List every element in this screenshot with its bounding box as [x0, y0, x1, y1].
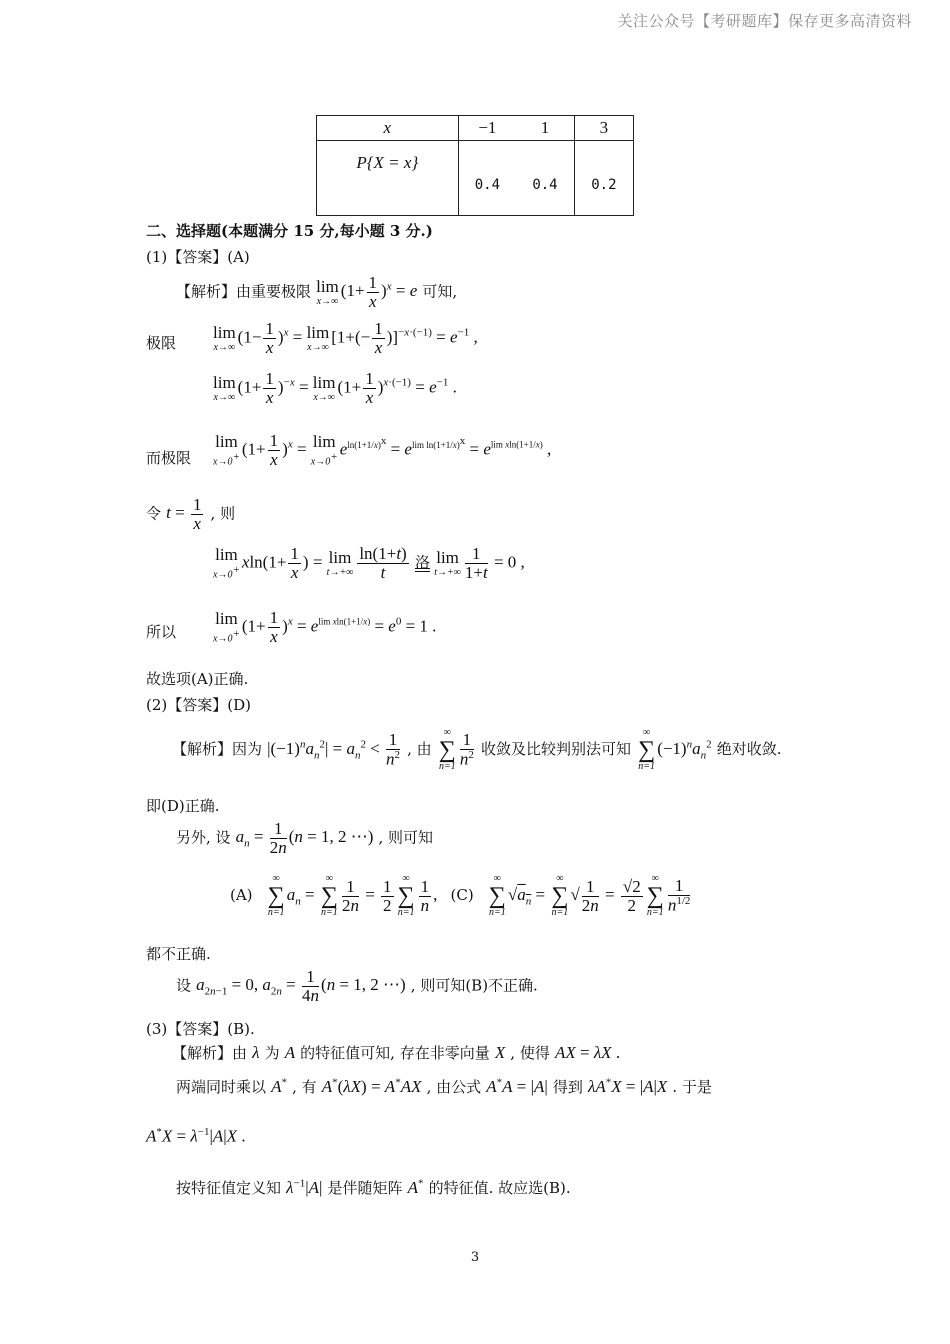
let-suffix: , 则	[210, 504, 236, 523]
q3-analysis-lead: 【解析】由	[172, 1044, 248, 1062]
page-number: 3	[470, 1250, 480, 1265]
formula: lim x→0+ (1+ $\frac{1}{x}$ )$^x = e^{lim xln(1+1/x)} = e^0 = 1$ .	[213, 608, 437, 646]
q2-also-prefix: 另外, 设	[176, 828, 231, 847]
q1-analysis-lead: 【解析】由重要极限	[176, 282, 312, 301]
q3-final-mid: 是伴随矩阵	[327, 1179, 403, 1197]
q2-analysis-mid2: 收敛及比较判别法可知	[480, 739, 631, 758]
q3-analysis-mid: 为	[264, 1044, 280, 1062]
q1-conclusion: 故选项(A)正确.	[146, 670, 249, 688]
q2-conclusion: 即(D)正确.	[146, 797, 220, 815]
q3-final-lead: 按特征值定义知	[176, 1179, 282, 1197]
table-prob-value: 0.4	[458, 141, 516, 216]
q3-analysis-line: 【解析】由 λ 为 A 的特征值可知, 存在非零向量 X , 使得 AX = λX .	[172, 1043, 621, 1062]
formula: lim x→∞ (1+ $\frac{1}{x}$ )$^{-x}$ = lim x→∞ (1+ $\frac{1}{x}$ )$^{x\cdot(-1)} = e^{-1}$ .	[213, 369, 457, 407]
table-header-x: x	[317, 116, 459, 141]
table-prob-value: 0.2	[574, 141, 633, 216]
let-prefix: 令	[146, 504, 162, 523]
let-line: 令 t = $\frac{1}{x}$ , 则	[146, 495, 236, 533]
q2-answer: (2)【答案】(D)	[146, 696, 251, 714]
q3-line2-lead: 两端同时乘以	[176, 1078, 267, 1096]
q2-analysis-mid: , 由	[407, 739, 432, 758]
q2-set-line: 设 $a_{2n-1} = 0$, $a_{2n}$ = $\frac{1}{4n}$ (n = 1, 2 ⋯) , 则可知(B)不正确.	[176, 967, 538, 1005]
q2-also-line: 另外, 设 $a_n$ = $\frac{1}{2n}$ (n = 1, 2 ⋯) , 则可知	[176, 819, 434, 857]
q1-analysis-line	[176, 274, 457, 311]
distribution-table	[316, 115, 634, 216]
q2-set-prefix: 设	[176, 976, 192, 995]
q3-analysis-mid2: 的特征值可知, 存在非零向量	[300, 1044, 490, 1062]
q2-also-suffix: , 则可知	[378, 828, 434, 847]
q3-analysis-mid3: , 使得	[510, 1044, 550, 1062]
q3-final-tail: 的特征值. 故应选(B).	[428, 1179, 571, 1197]
label-and-limit: 而极限	[146, 449, 192, 467]
q3-answer: (3)【答案】(B).	[146, 1020, 255, 1038]
q3-final-line: 按特征值定义知 $\lambda^{-1}|A|$ 是伴随矩阵 A* 的特征值. 故应选(B).	[176, 1177, 571, 1197]
formula: lim x→0+ (1+ $\frac{1}{x}$ )$^x$ = lim x→0+ $e^{ln(1+1/x)^x} = e^{lim ln(1+1/x)^x} = e^{lim xln(1+1/x)}$ ,	[213, 431, 552, 469]
formula: $A^*X = \lambda^{-1}|A|X$ .	[146, 1126, 246, 1146]
formula: lim x→0+ xln(1+ $\frac{1}{x}$ ) = lim t→+∞ $\frac{\ln(1+t)}{t}$ 洛 lim t→+∞ $\frac{1}{1+t}$ = 0 ,	[213, 544, 525, 582]
formula: lim x→∞ (1− $\frac{1}{x}$ )$^x$ = lim x→∞ [1+(− $\frac{1}{x}$ )]$^{-x\cdot(-1)} = e^{-1}$ ,	[213, 319, 478, 357]
q3-line2-mid2: , 由公式	[426, 1078, 482, 1096]
q2-not-correct: 都不正确.	[146, 945, 211, 963]
label-so: 所以	[146, 623, 177, 641]
q2-analysis-tail: 绝对收敛.	[716, 739, 782, 758]
option-c-label: (C)	[450, 885, 474, 904]
q3-line2-tail: . 于是	[672, 1078, 712, 1096]
q2-options-line: (A) ∞ ∑ n=1 $a_n$ = ∞ ∑ n=1 $\frac{1}{2n}$ = $\frac{1}{2}$ ∞ ∑ n=1 $\frac{1}{n}$ , (C) ∞ ∑ n=1 $√a_n$ = ∞ ∑ n=1 √ $\frac{1}{2n}$ = $\frac{√2}{2}$ ∞ ∑ n=1 $\frac{1}{n^{1/2}}$	[230, 873, 691, 918]
q3-line2: 两端同时乘以 A* , 有 A*(λX) = A*AX , 由公式 A*A = |A| 得到 λA*X = |A|X . 于是	[176, 1076, 712, 1096]
q1-analysis-tail: 可知,	[422, 282, 458, 301]
q2-analysis-lead: 【解析】因为	[172, 739, 263, 758]
q2-set-suffix: , 则可知(B)不正确.	[410, 976, 538, 995]
table-x-value: 3	[574, 116, 633, 141]
table-prob-value: 0.4	[516, 141, 574, 216]
q2-analysis-line: 【解析】因为 $|(-1)^na_n^2| = a_n^2$ < $\frac{1}{n^2}$ , 由 ∞ ∑ n=1 $\frac{1}{n^2}$ 收敛及比较判别法可知 ∞ ∑ n=1 $(-1)^na_n^2$ 绝对收敛.	[172, 727, 782, 772]
q3-line2-mid: , 有	[292, 1078, 317, 1096]
section-heading: 二、选择题(本题满分 15 分,每小题 3 分.)	[146, 222, 433, 240]
watermark: 关注公众号【考研题库】保存更多高清资料	[617, 12, 912, 30]
lhopital-mark: 洛	[414, 553, 430, 572]
q1-answer: (1)【答案】(A)	[146, 248, 250, 266]
table-x-value: 1	[516, 116, 574, 141]
option-a-label: (A)	[230, 885, 253, 904]
table-row-label: P{X = x}	[317, 141, 459, 216]
table-x-value: −1	[458, 116, 516, 141]
label-limit: 极限	[146, 334, 177, 352]
q3-line2-mid3: 得到	[552, 1078, 583, 1096]
formula: lim x→∞ (1+ $\frac{1}{x}$ )$^x$ = e	[316, 273, 418, 311]
